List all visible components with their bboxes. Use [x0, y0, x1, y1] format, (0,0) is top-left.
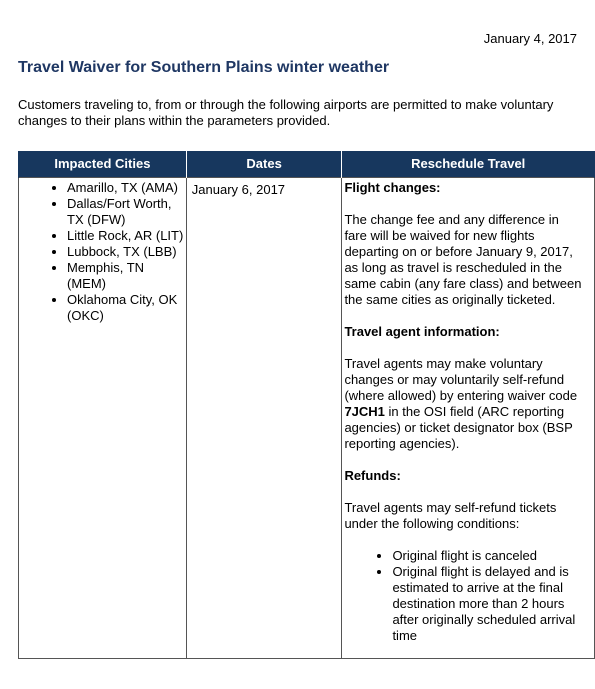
waiver-table [18, 151, 595, 659]
conditions-list [344, 548, 584, 644]
flight-changes-heading: Flight changes: [344, 180, 441, 195]
table-row [19, 178, 595, 659]
condition-item: • Original flight is canceled [392, 548, 584, 564]
refunds-heading: Refunds: [344, 468, 401, 483]
flight-changes-text: The change fee and any difference in fare will be waived for new flights departing on or before January 9, 2017, as long as travel is rescheduled in the same cabin (any fare class) and between the same cities as originally ticketed. [344, 212, 582, 307]
header-dates: Dates [186, 151, 342, 178]
city-item: • Dallas/Fort Worth, TX (DFW) [67, 196, 186, 228]
page-title: Travel Waiver for Southern Plains winter weather [18, 59, 390, 76]
city-item: • Little Rock, AR (LIT) [67, 228, 186, 244]
agent-text-after: in the OSI field (ARC reporting agencies) or ticket designator box (BSP reporting agencies). [344, 404, 573, 451]
dates-cell: January 6, 2017 [186, 178, 342, 659]
cities-list [19, 180, 186, 324]
header-reschedule-travel: Reschedule Travel [342, 151, 595, 178]
city-item: • Memphis, TN (MEM) [67, 260, 186, 292]
table-header-row [19, 151, 595, 178]
intro-paragraph: Customers traveling to, from or through the following airports are permitted to make voluntary changes to their plans within the parameters provided. [18, 97, 554, 128]
city-item: • Oklahoma City, OK (OKC) [67, 292, 186, 324]
condition-item: • Original flight is delayed and is estimated to arrive at the final destination more than 2 hours after originally scheduled arrival time [392, 564, 584, 644]
city-item: • Lubbock, TX (LBB) [67, 244, 186, 260]
waiver-code: 7JCH1 [344, 404, 385, 419]
reschedule-cell [342, 178, 595, 659]
document-date: January 4, 2017 [483, 31, 577, 46]
refunds-text: Travel agents may self-refund tickets under the following conditions: [344, 500, 557, 531]
city-item: • Amarillo, TX (AMA) [67, 180, 186, 196]
header-impacted-cities: Impacted Cities [19, 151, 187, 178]
cities-cell [19, 178, 187, 659]
agent-heading: Travel agent information: [344, 324, 500, 339]
agent-text-before: Travel agents may make voluntary changes or may voluntarily self-refund (where allowed) by entering waiver code [344, 356, 578, 403]
agent-text [344, 356, 584, 452]
